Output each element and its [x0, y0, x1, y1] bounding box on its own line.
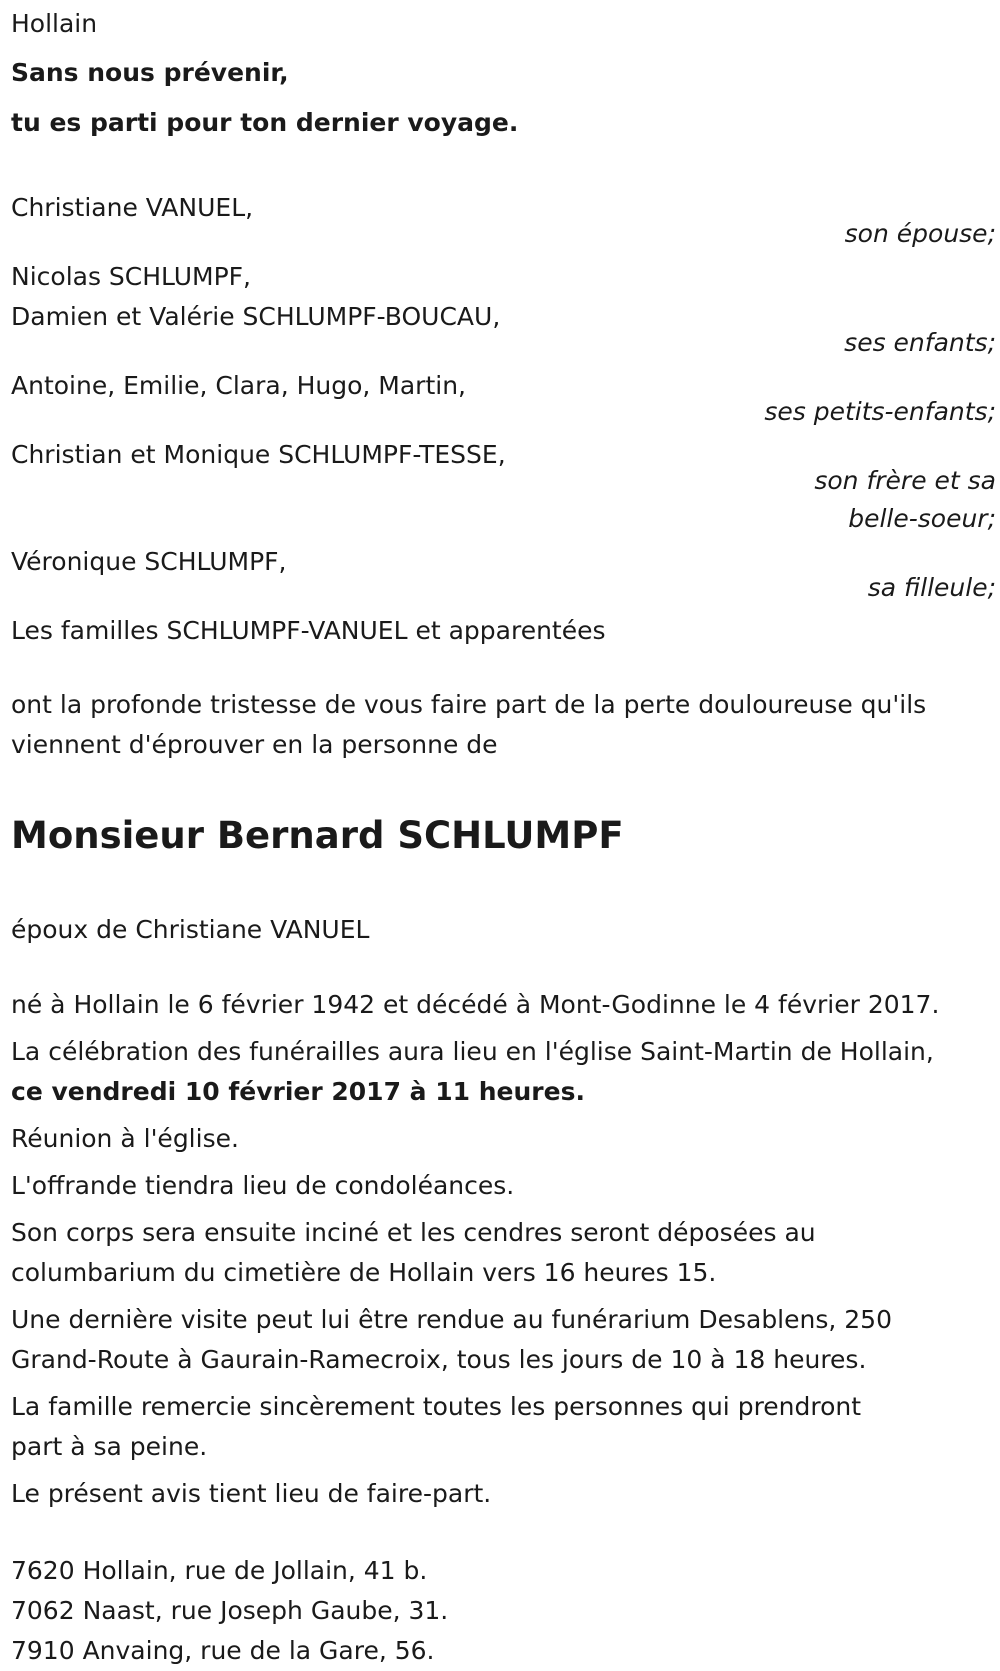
intro-line: viennent d'éprouver en la personne de [11, 730, 498, 759]
notice-line: Le présent avis tient lieu de faire-part. [11, 1479, 492, 1508]
ceremony-date: ce vendredi 10 février 2017 à 11 heures. [11, 1077, 585, 1106]
meeting-line: Réunion à l'église. [11, 1124, 239, 1153]
cremation-line: columbarium du cimetière de Hollain vers 16 heures 15. [11, 1258, 717, 1287]
spouse-line: époux de Christiane VANUEL [11, 915, 370, 944]
address-line: 7910 Anvaing, rue de la Gare, 56. [11, 1636, 435, 1665]
locality: Hollain [11, 9, 98, 38]
address-list [11, 1551, 996, 1671]
family-name: Damien et Valérie SCHLUMPF-BOUCAU, [11, 302, 501, 331]
thanks-line: La famille remercie sincèrement toutes les personnes qui prendront [11, 1392, 862, 1421]
visit-line: Une dernière visite peut lui être rendue au funérarium Desablens, 250 [11, 1305, 892, 1334]
thanks-line: part à sa peine. [11, 1432, 208, 1461]
family-role: sa filleule; [867, 573, 996, 602]
ceremony-line: La célébration des funérailles aura lieu en l'église Saint-Martin de Hollain, [11, 1037, 934, 1066]
family-name: Antoine, Emilie, Clara, Hugo, Martin, [11, 371, 466, 400]
family-name: Nicolas SCHLUMPF, [11, 262, 252, 291]
intro-line: ont la profonde tristesse de vous faire part de la perte douloureuse qu'ils [11, 690, 927, 719]
deceased-name: Monsieur Bernard SCHLUMPF [11, 814, 624, 857]
family-role: ses petits-enfants; [764, 397, 996, 426]
family-name: Véronique SCHLUMPF, [11, 547, 287, 576]
cremation-line: Son corps sera ensuite inciné et les cendres seront déposées au [11, 1218, 816, 1247]
obituary-notice [11, 4, 996, 1671]
family-name: Les familles SCHLUMPF-VANUEL et apparentées [11, 616, 606, 645]
offering-line: L'offrande tiendra lieu de condoléances. [11, 1171, 515, 1200]
thanks-text [11, 1387, 996, 1467]
visit-text [11, 1300, 996, 1380]
intro-text [11, 685, 996, 765]
visit-line: Grand-Route à Gaurain-Ramecroix, tous les jours de 10 à 18 heures. [11, 1345, 867, 1374]
verse-line-2: tu es parti pour ton dernier voyage. [11, 108, 519, 137]
verse-line-1: Sans nous prévenir, [11, 58, 289, 87]
family-list [11, 188, 996, 651]
family-role: son épouse; [844, 219, 996, 248]
ceremony-text [11, 1032, 996, 1112]
family-role: ses enfants; [844, 328, 996, 357]
family-name: Christiane VANUEL, [11, 193, 254, 222]
family-role: belle-soeur; [848, 504, 996, 533]
address-line: 7062 Naast, rue Joseph Gaube, 31. [11, 1596, 449, 1625]
family-name: Christian et Monique SCHLUMPF-TESSE, [11, 440, 506, 469]
birth-death-line: né à Hollain le 6 février 1942 et décédé à Mont-Godinne le 4 février 2017. [11, 990, 940, 1019]
address-line: 7620 Hollain, rue de Jollain, 41 b. [11, 1556, 428, 1585]
family-role: son frère et sa [814, 466, 996, 495]
cremation-text [11, 1213, 996, 1293]
